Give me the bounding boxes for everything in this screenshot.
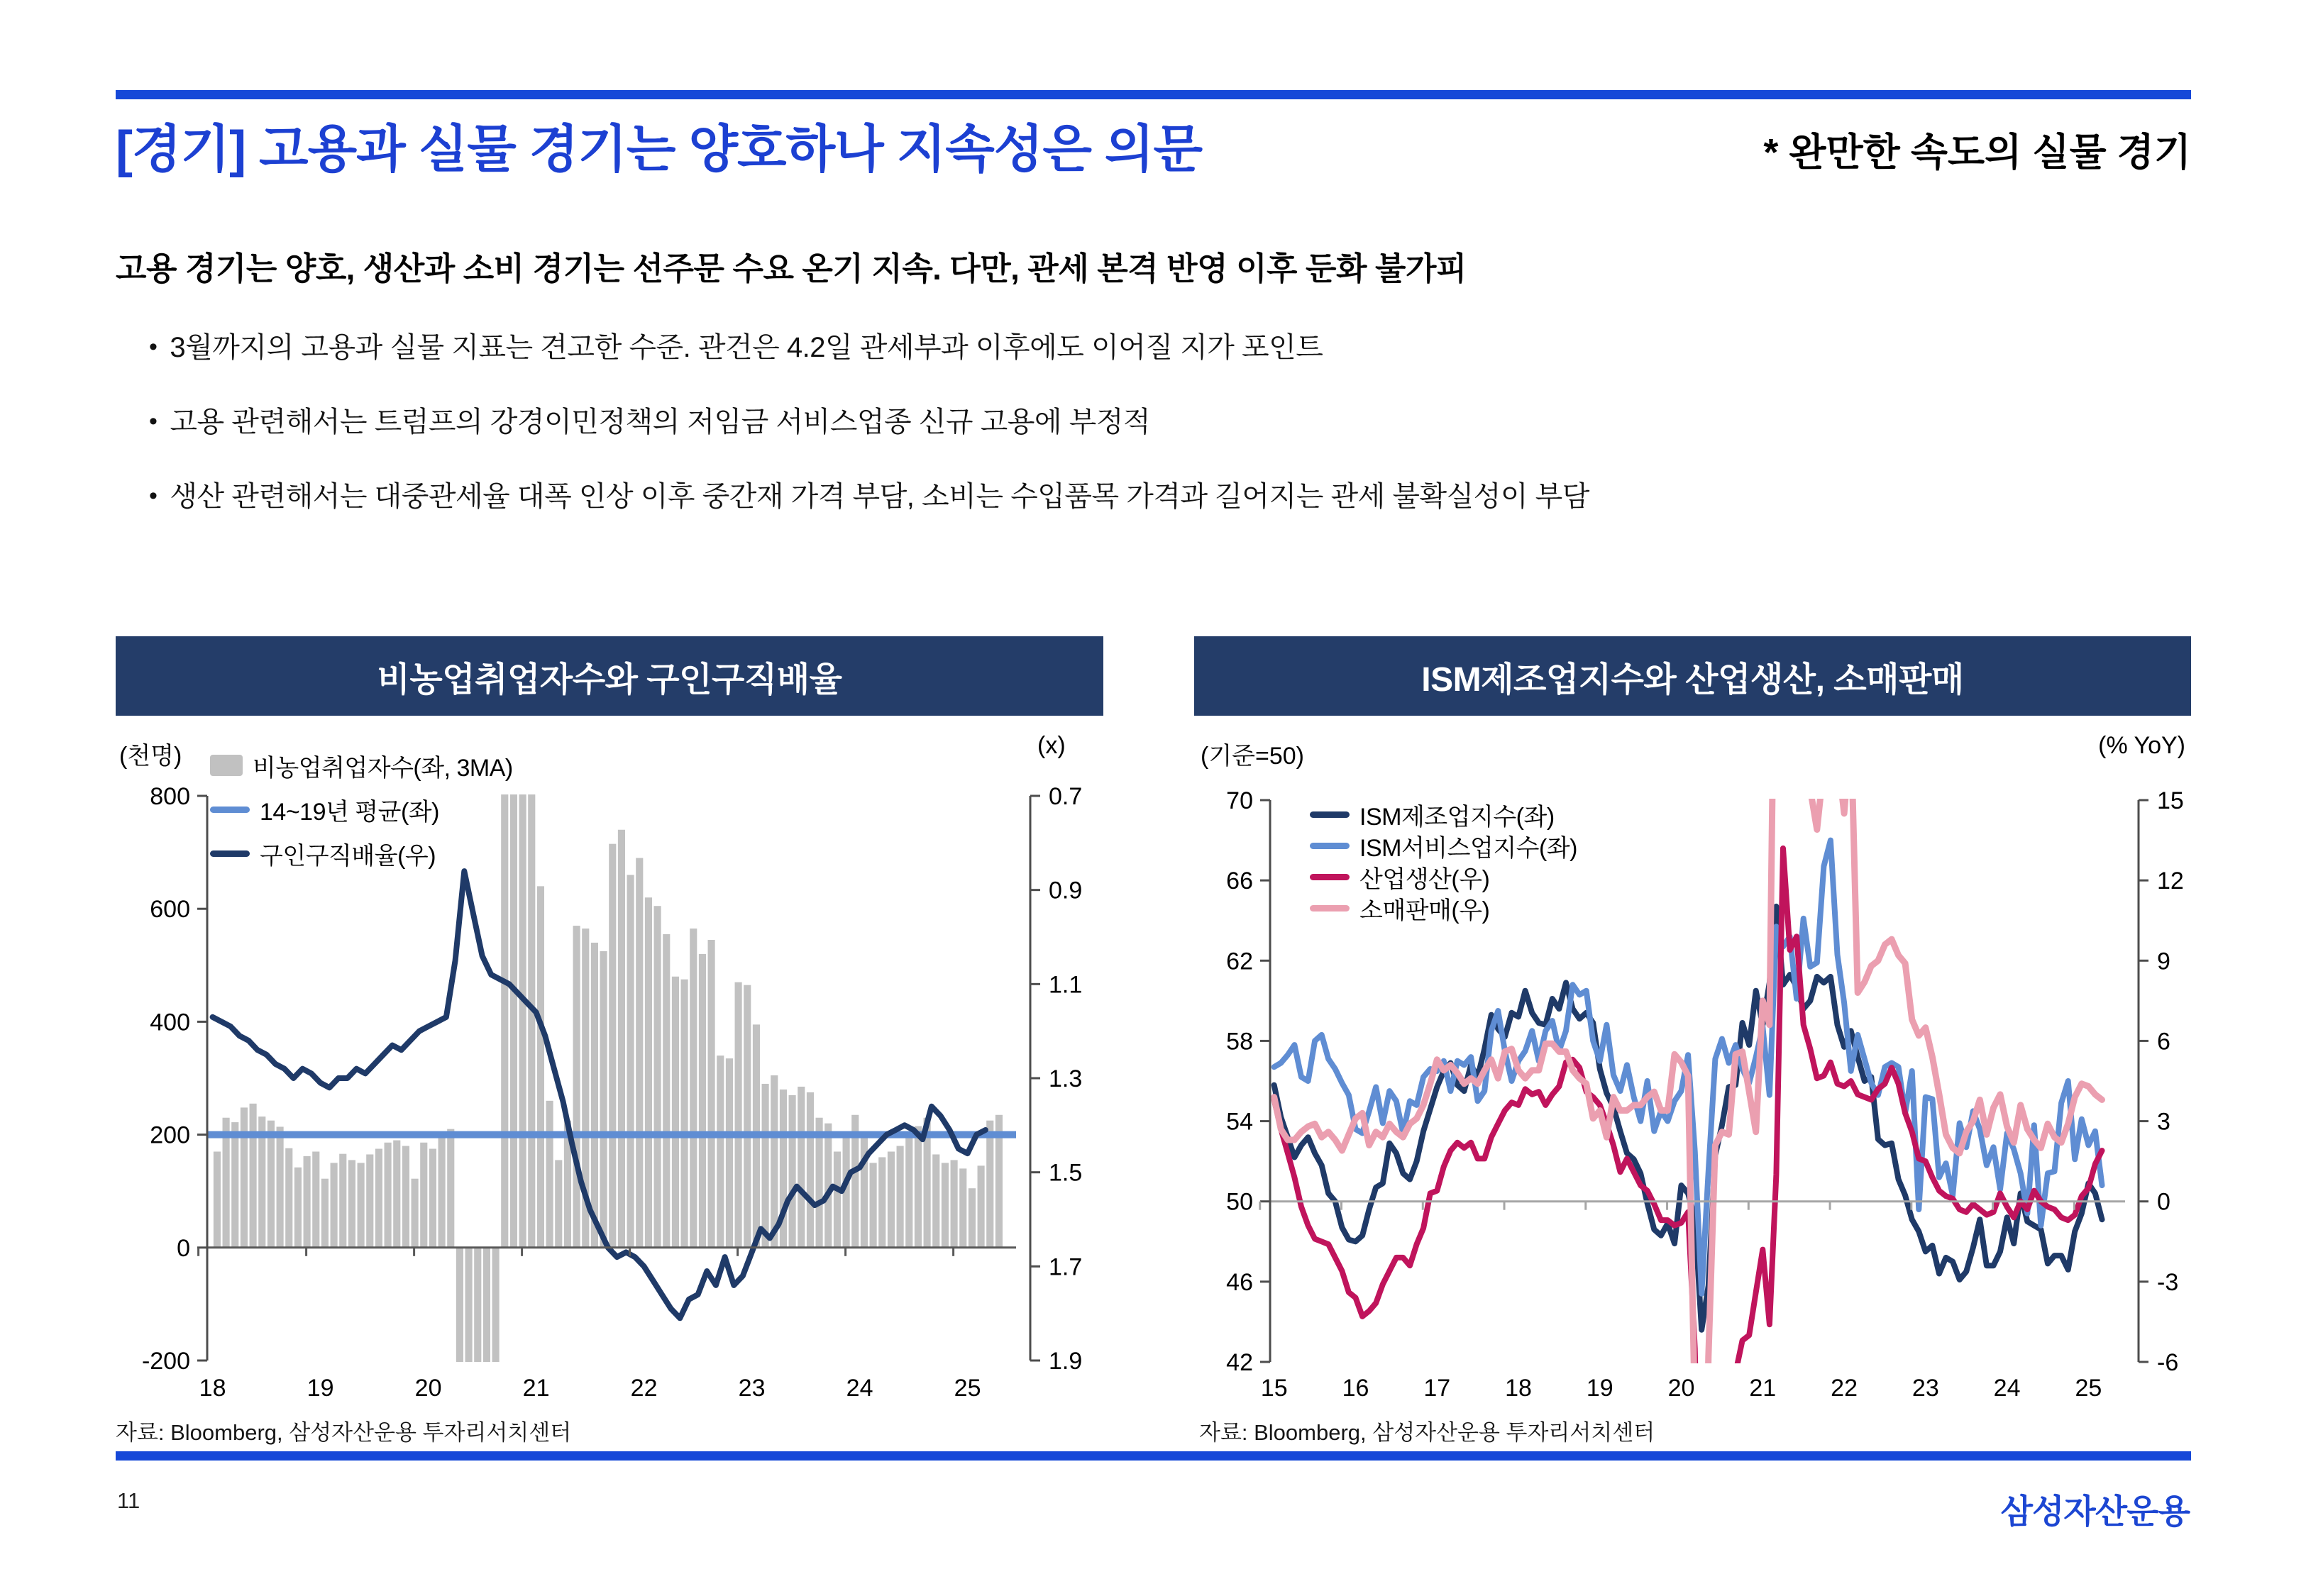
lead-statement: 고용 경기는 양호, 생산과 소비 경기는 선주문 수요 온기 지속. 다만, 관세 본격 반영 이후 둔화 불가피 [116,250,1467,287]
legend-swatch-icon [1310,874,1350,880]
right-axis-tick-label: 0.9 [1049,877,1083,904]
legend-swatch-icon [1310,811,1350,818]
right-chart-right-axis-unit: (% YoY) [2098,732,2185,759]
x-axis-tick-label: 21 [1749,1375,1777,1402]
x-axis-tick-label: 19 [1586,1375,1613,1402]
right-chart-title: ISM제조업지수와 산업생산, 소매판매 [1421,660,1964,699]
right-axis-tick-label: 1.7 [1049,1253,1083,1281]
right-axis-tick-label: 0 [2157,1188,2170,1216]
right-axis-tick-label: -3 [2157,1268,2179,1296]
bullet-marker: • [149,333,158,360]
legend-item [210,743,513,787]
right-axis-tick-label: 3 [2157,1108,2170,1136]
left-chart-title: 비농업취업자수와 구인구직배율 [377,660,842,699]
title-side-note: * 완만한 속도의 실물 경기 [1763,131,2191,174]
x-axis-tick-label: 23 [738,1375,766,1402]
left-chart-legend [210,743,513,875]
legend-label: ISM서비스업지수(좌) [1359,834,1577,862]
left-axis-tick-label: 200 [150,1121,190,1149]
bullet-text: 고용 관련해서는 트럼프의 강경이민정책의 저임금 서비스업종 신규 고용에 부정적 [170,406,1151,438]
left-axis-tick-label: 42 [1226,1349,1253,1376]
x-axis-tick-label: 15 [1260,1375,1288,1402]
legend-item [1310,799,1577,830]
x-axis-tick-label: 25 [2075,1375,2102,1402]
x-axis-tick-label: 24 [1993,1375,2021,1402]
x-axis-tick-label: 23 [1911,1375,1939,1402]
legend-label: ISM제조업지수(좌) [1359,803,1555,831]
legend-swatch-icon [210,807,250,813]
x-axis-tick-label: 20 [414,1375,442,1402]
left-axis-tick-label: 50 [1226,1188,1253,1216]
page-title: [경기] 고용과 실물 경기는 양호하나 지속성은 의문 [116,121,1203,178]
x-axis-tick-label: 20 [1667,1375,1695,1402]
legend-item [1310,830,1577,861]
left-axis-tick-label: 0 [177,1234,190,1262]
right-axis-tick-label: 1.5 [1049,1159,1083,1187]
left-axis-tick-label: 58 [1226,1028,1253,1055]
right-axis-tick-label: 6 [2157,1028,2170,1055]
right-axis-tick-label: 15 [2157,787,2184,814]
bullet-marker: • [149,408,158,435]
left-chart-left-axis-unit: (천명) [119,743,182,770]
bullet-text: 생산 관련해서는 대중관세율 대폭 인상 이후 중간재 가격 부담, 소비는 수입품목 가격과 길어지는 관세 불확실성이 부담 [170,481,1589,512]
right-axis-tick-label: 1.1 [1049,971,1083,999]
right-axis-tick-label: 1.3 [1049,1065,1083,1092]
x-axis-tick-label: 21 [522,1375,550,1402]
bullet-text: 3월까지의 고용과 실물 지표는 견고한 수준. 관건은 4.2일 관세부과 이후에도 이어질 지가 포인트 [170,332,1323,363]
legend-label: 14~19년 평균(좌) [260,798,439,826]
legend-item [1310,861,1577,892]
x-axis-tick-label: 25 [954,1375,981,1402]
right-chart-left-axis-unit: (기준=50) [1201,743,1305,770]
line-series [213,871,986,1318]
right-axis-tick-label: 0.7 [1049,783,1083,810]
x-axis-tick-label: 22 [1831,1375,1858,1402]
company-logo: 삼성자산운용 [2000,1492,2190,1530]
left-axis-tick-label: 400 [150,1009,190,1036]
legend-label: 소매판매(우) [1359,897,1490,924]
right-axis-tick-label: -6 [2157,1349,2179,1376]
legend-swatch-icon [1310,905,1350,911]
x-axis-tick-label: 18 [1505,1375,1532,1402]
bullet-marker: • [149,482,158,509]
left-axis-tick-label: 54 [1226,1108,1253,1136]
right-chart-legend [1310,799,1577,924]
right-axis-tick-label: 1.9 [1049,1348,1083,1375]
legend-item [1310,892,1577,924]
page-number: 11 [117,1488,140,1513]
legend-item [210,787,513,831]
bottom-rule [116,1451,2191,1461]
right-axis-tick-label: 9 [2157,948,2170,975]
legend-label: 구인구직배율(우) [260,842,436,870]
legend-label: 산업생산(우) [1359,865,1490,893]
left-axis-tick-label: -200 [141,1348,190,1375]
left-axis-tick-label: 800 [150,783,190,810]
legend-item [210,831,513,875]
left-axis-tick-label: 46 [1226,1268,1253,1296]
legend-swatch-icon [210,755,243,776]
left-chart-source: 자료: Bloomberg, 삼성자산운용 투자리서치센터 [116,1420,572,1445]
x-axis-tick-label: 16 [1342,1375,1369,1402]
left-chart-right-axis-unit: (x) [1037,732,1066,759]
legend-label: 비농업취업자수(좌, 3MA) [253,754,513,782]
left-axis-tick-label: 600 [150,896,190,924]
x-axis-tick-label: 22 [630,1375,658,1402]
left-axis-tick-label: 70 [1226,787,1253,814]
left-axis-tick-label: 62 [1226,948,1253,975]
left-axis-tick-label: 66 [1226,868,1253,895]
legend-swatch-icon [210,850,250,857]
x-axis-tick-label: 19 [307,1375,334,1402]
x-axis-tick-label: 18 [199,1375,226,1402]
x-axis-tick-label: 17 [1423,1375,1451,1402]
x-axis-tick-label: 24 [846,1375,873,1402]
right-chart-source: 자료: Bloomberg, 삼성자산운용 투자리서치센터 [1199,1420,1655,1445]
right-axis-tick-label: 12 [2157,868,2184,895]
legend-swatch-icon [1310,843,1350,849]
